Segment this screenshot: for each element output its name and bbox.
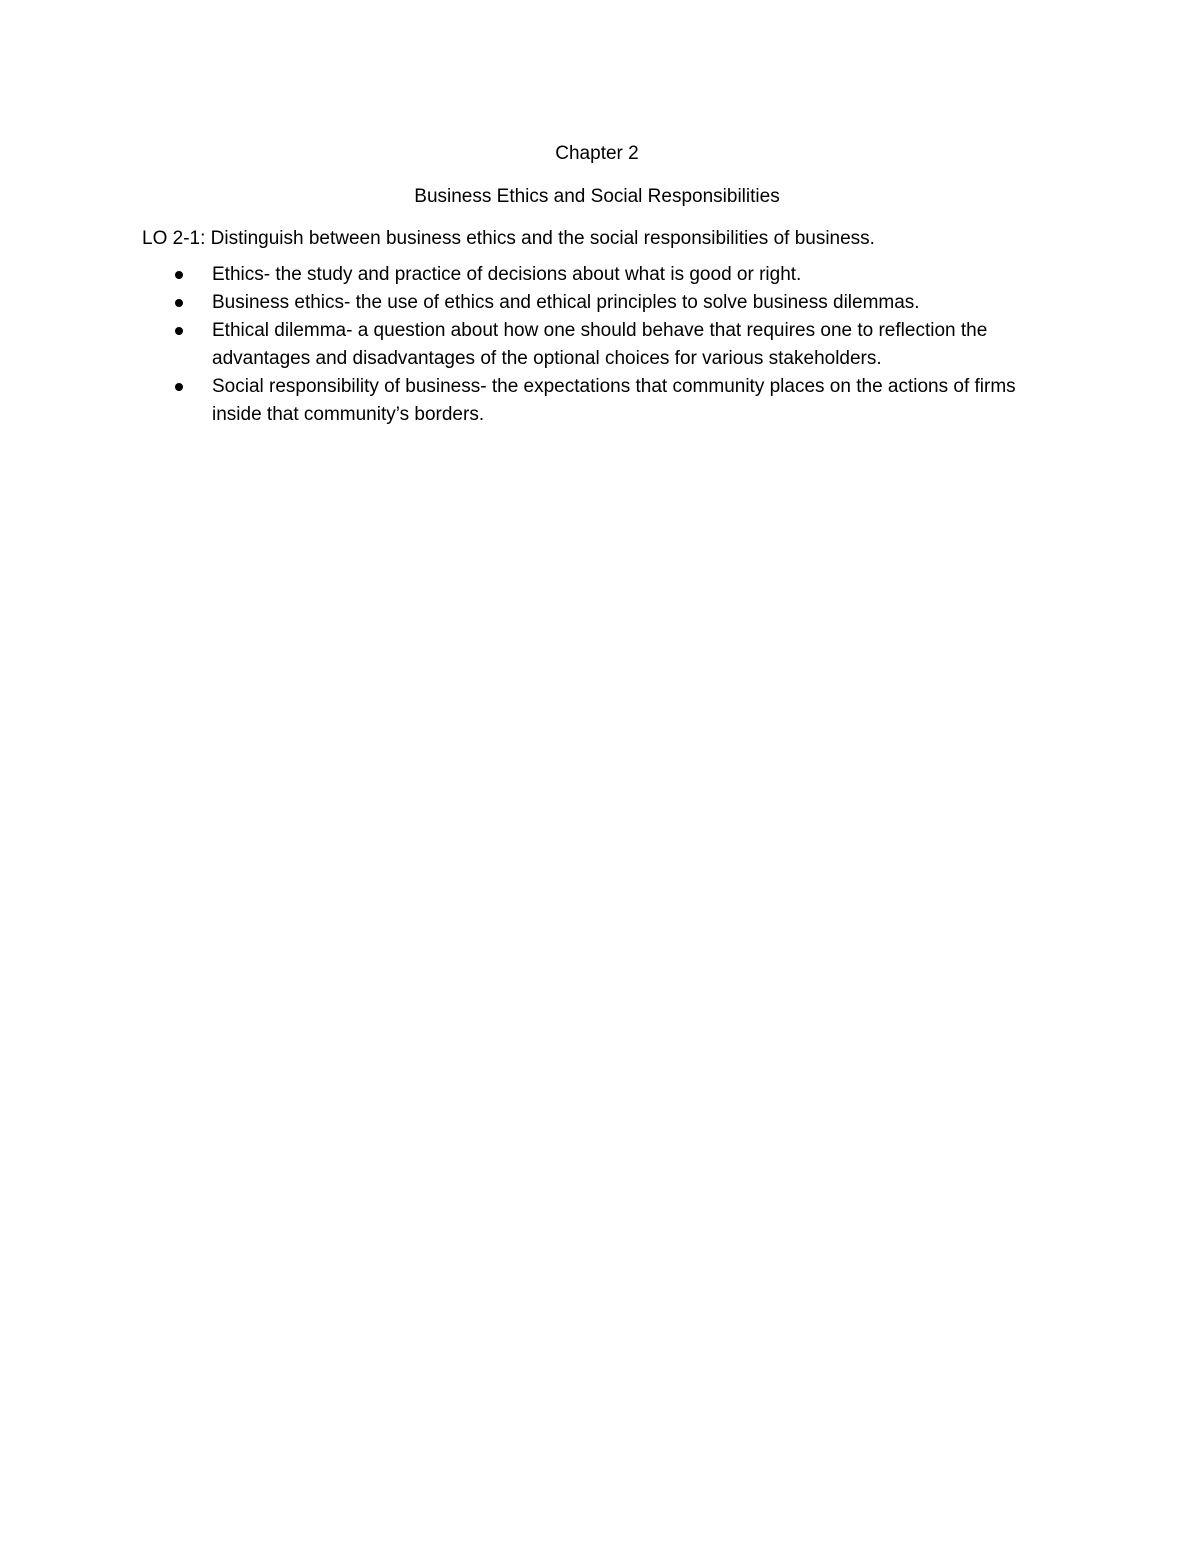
list-item-text: Business ethics- the use of ethics and ethical principles to solve business dilemmas. (212, 292, 920, 313)
list-item (142, 373, 1052, 429)
definitions-list (142, 261, 1052, 429)
list-item (142, 261, 1052, 289)
list-item-text: Social responsibility of business- the expectations that community places on the actions of firms inside that community’s borders. (212, 376, 1016, 425)
list-item (142, 317, 1052, 373)
list-item-text: Ethics- the study and practice of decisions about what is good or right. (212, 264, 802, 285)
chapter-subtitle: Business Ethics and Social Responsibilities (414, 186, 780, 207)
bullet-icon (175, 271, 183, 279)
learning-objective: LO 2-1: Distinguish between business ethics and the social responsibilities of business. (142, 228, 875, 249)
bullet-icon (175, 327, 183, 335)
list-item (142, 289, 1052, 317)
bullet-icon (175, 383, 183, 391)
list-item-text: Ethical dilemma- a question about how one should behave that requires one to reflection the advantages and disadvantages of the optional choices for various stakeholders. (212, 320, 988, 369)
chapter-title: Chapter 2 (555, 143, 639, 164)
bullet-icon (175, 299, 183, 307)
document-content (142, 140, 1052, 429)
